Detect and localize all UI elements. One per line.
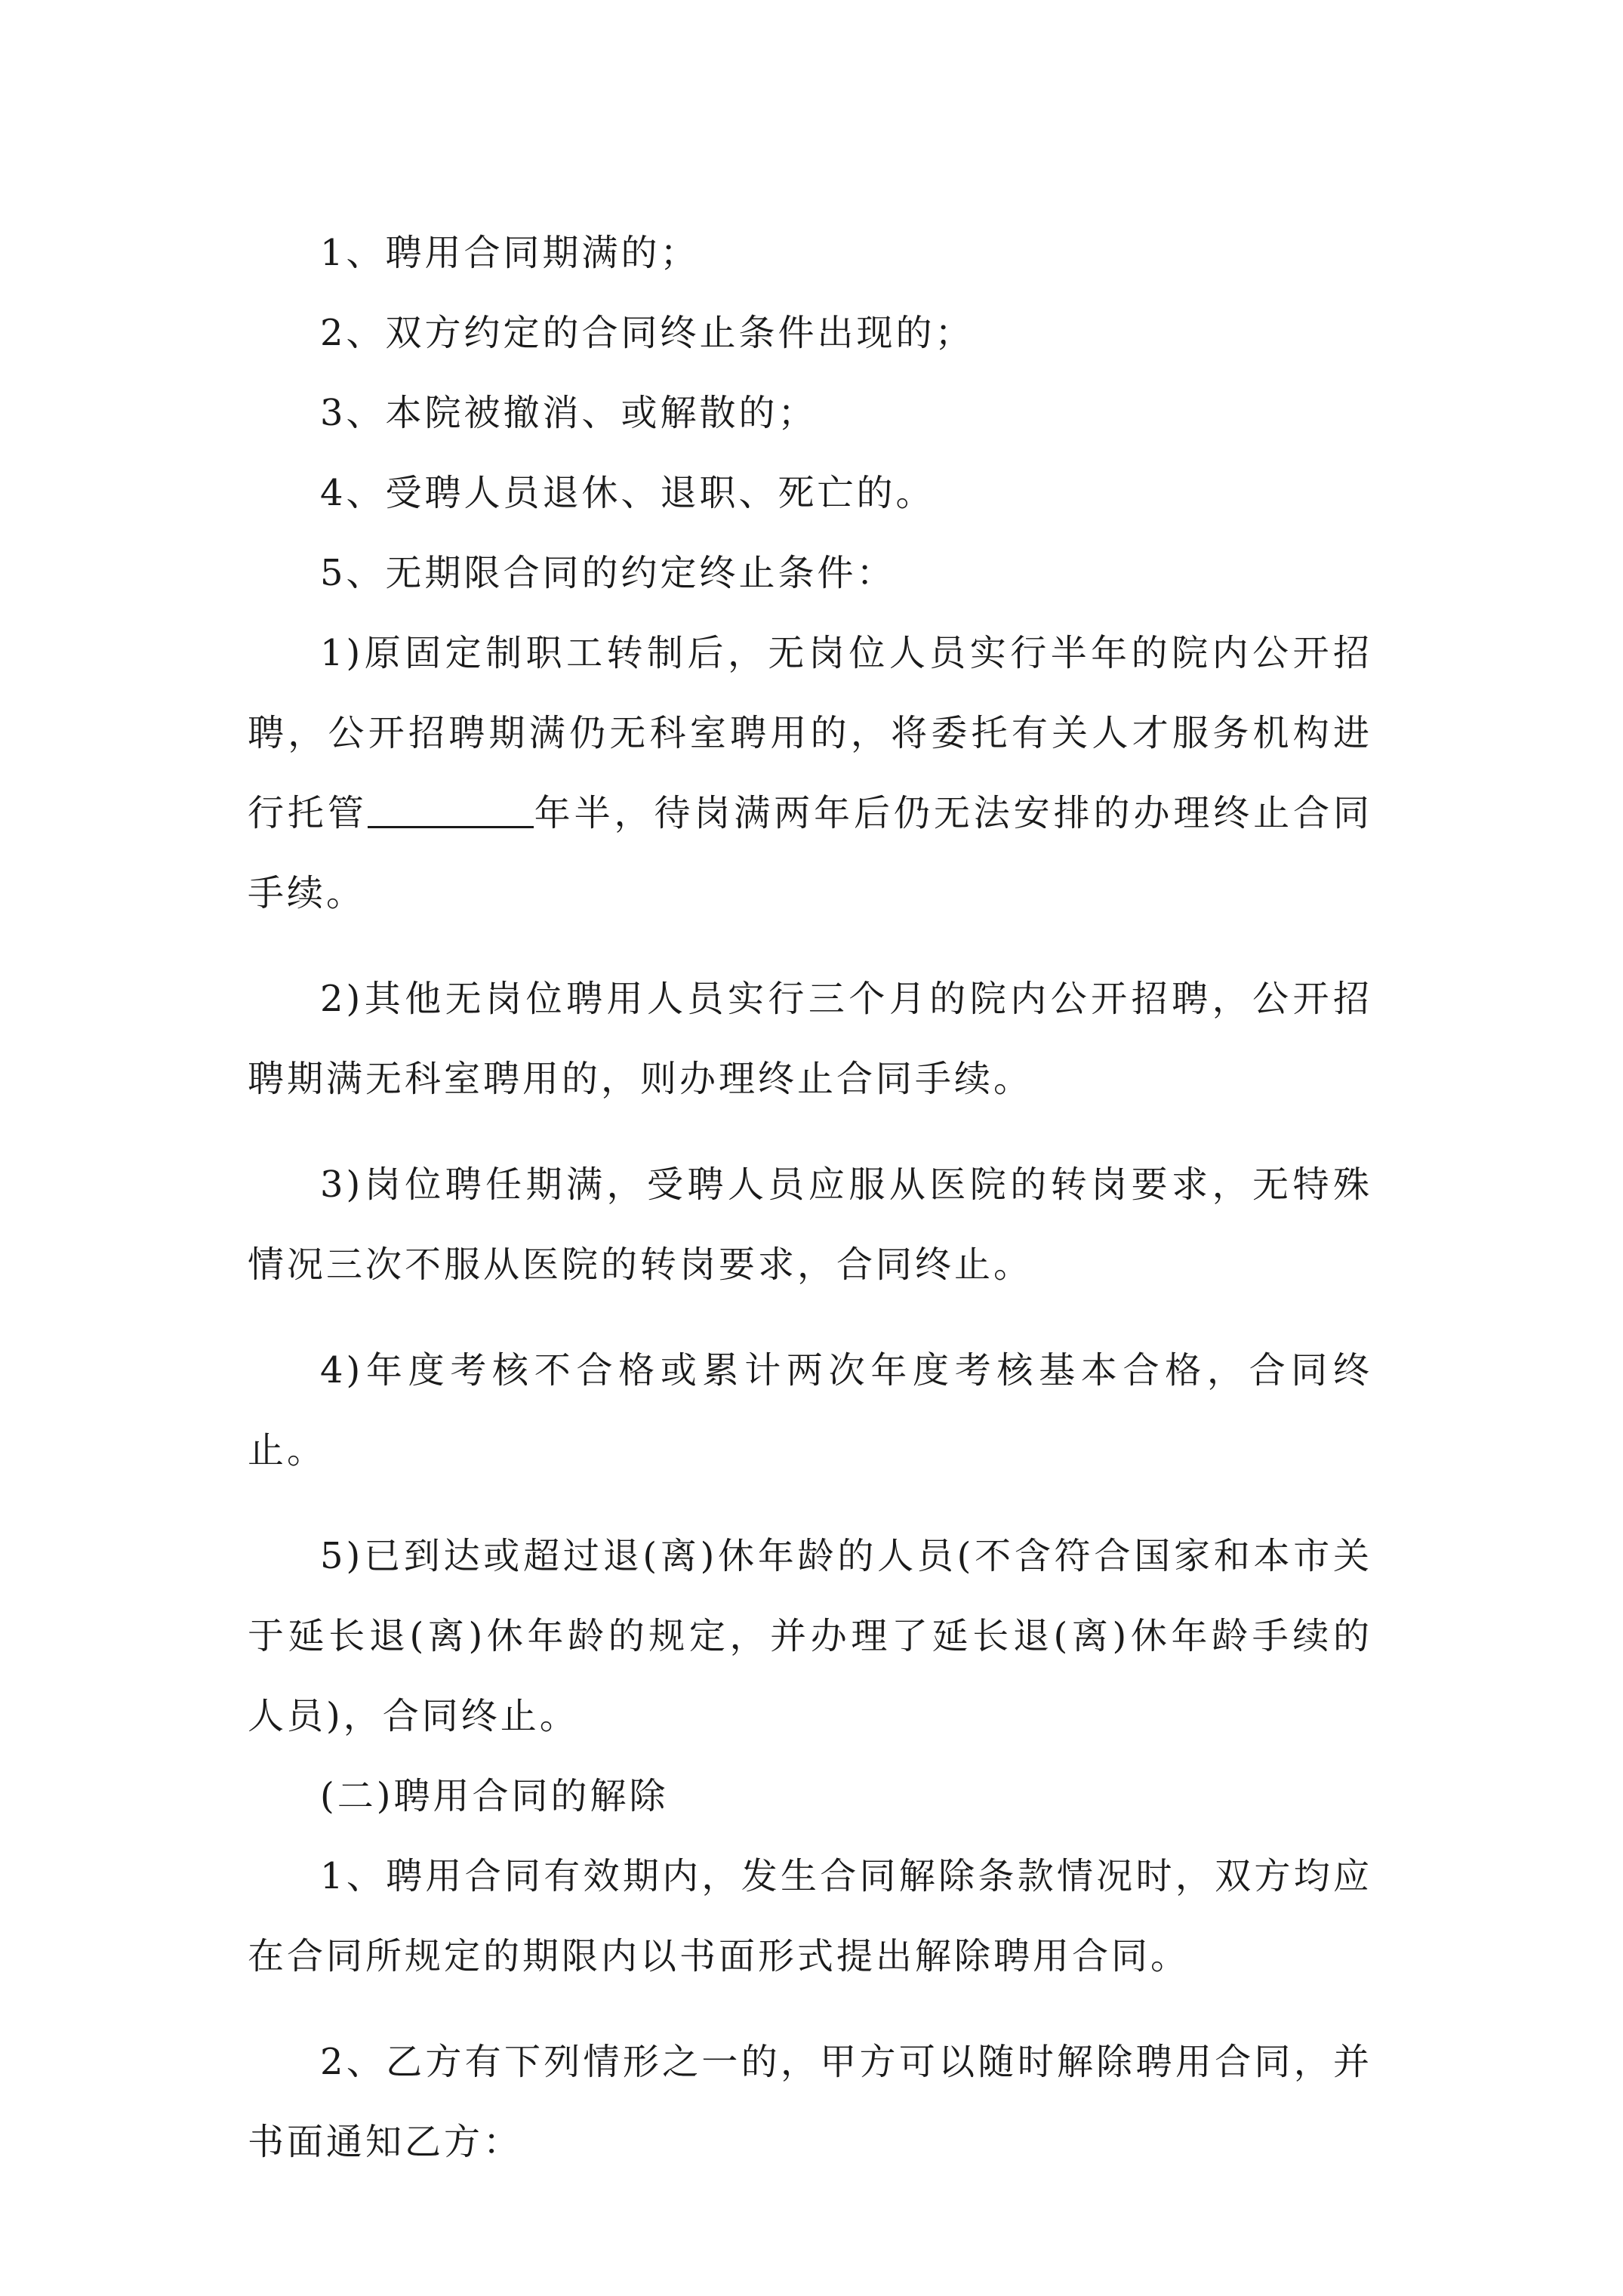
document-body <box>248 213 1372 2182</box>
condition-1-text-after: 年半，待岗满两年后仍无法安排的办理终止合同手续。 <box>248 792 1372 914</box>
paragraph-gap <box>248 1305 1372 1330</box>
dissolution-paragraph-1: 1、聘用合同有效期内，发生合同解除条款情况时，双方均应在合同所规定的期限内以书面形式提出解除聘用合同。 <box>248 1855 1372 1977</box>
paragraph-gap <box>248 1490 1372 1516</box>
paragraph-gap <box>248 1996 1372 2022</box>
termination-item-5: 5、无期限合同的约定终止条件： <box>320 552 896 594</box>
termination-item-1: 1、聘用合同期满的； <box>320 232 700 274</box>
paragraph-gap <box>248 933 1372 959</box>
condition-paragraph-2: 2)其他无岗位聘用人员实行三个月的院内公开招聘，公开招聘期满无科室聘用的，则办理终止合同手续。 <box>248 978 1372 1100</box>
condition-paragraph-4: 4)年度考核不合格或累计两次年度考核基本合格，合同终止。 <box>248 1349 1372 1472</box>
condition-paragraph-5: 5)已到达或超过退(离)休年龄的人员(不含符合国家和本市关于延长退(离)休年龄的规定，并办理了延长退(离)休年龄手续的人员)，合同终止。 <box>248 1535 1372 1737</box>
termination-item-4: 4、受聘人员退休、退职、死亡的。 <box>320 472 935 514</box>
fill-in-blank <box>368 790 534 828</box>
termination-item-2: 2、双方约定的合同终止条件出现的； <box>320 312 975 354</box>
termination-item-3: 3、本院被撤消、或解散的； <box>320 392 818 434</box>
condition-1-text-before: 1)原固定制职工转制后，无岗位人员实行半年的院内公开招聘，公开招聘期满仍无科室聘用的，将委托有关人才服务机构进行托管 <box>248 632 1372 834</box>
condition-paragraph-1 <box>248 613 1372 933</box>
paragraph-gap <box>248 1119 1372 1145</box>
dissolution-paragraph-2: 2、乙方有下列情形之一的，甲方可以随时解除聘用合同，并书面通知乙方： <box>248 2041 1372 2163</box>
condition-paragraph-3: 3)岗位聘任期满，受聘人员应服从医院的转岗要求，无特殊情况三次不服从医院的转岗要求，合同终止。 <box>248 1163 1372 1286</box>
section-heading: (二)聘用合同的解除 <box>320 1775 669 1817</box>
